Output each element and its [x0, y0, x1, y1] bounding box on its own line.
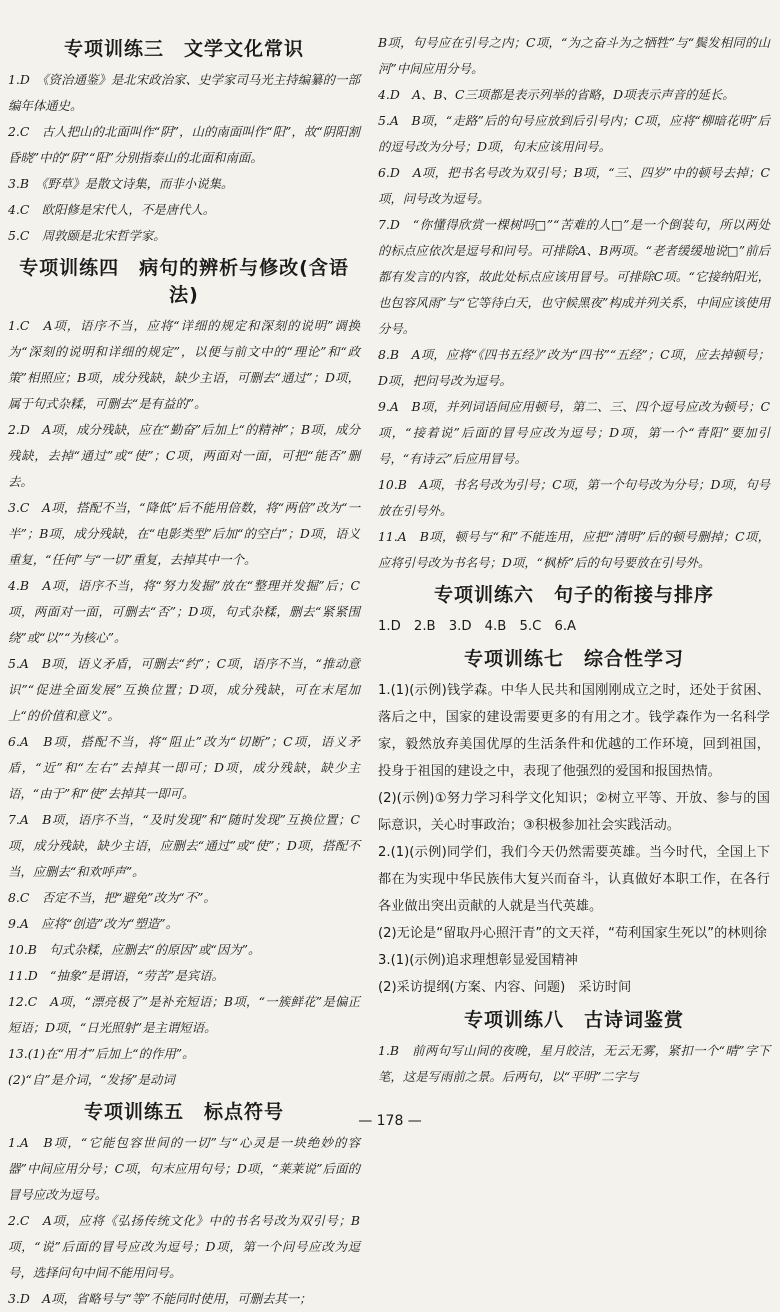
answer-s8-1: 1.B 前两句写山间的夜晚，星月皎洁，无云无雾，紧扣一个“晴”字下笔，这是写雨前之景。后两句，以“平明”二字与	[378, 1043, 770, 1084]
answer-s4-1: 1.C A项，语序不当，应将“详细的规定和深刻的说明”调换为“深刻的说明和详细的规定”，以便与前文中的“理论”和“政策”相照应；B项，成分残缺，缺少主语，可删去“通过”；D项，属于句式杂糅，可删去“是有益的”。	[8, 318, 360, 411]
answer-s4-6: 6.A B项，搭配不当，将“阻止”改为“切断”；C项，语义矛盾，“近”和“左右”去掉其一即可；D项，成分残缺，缺少主语，“由于”和“使”去掉其一即可。	[8, 734, 360, 801]
answer-s5-2: 2.C A项，应将《弘扬传统文化》中的书名号改为双引号；B项，“说”后面的冒号应改为逗号；D项，第一个问号应改为逗号，选择问句中间不能用问号。	[8, 1213, 360, 1280]
answer-s4-12: 12.C A项，“漂亮极了”是补充短语；B项，“一簇鲜花”是偏正短语；D项，“日光照射”是主谓短语。	[8, 994, 360, 1035]
answer-s4-8: 8.C 否定不当，把“避免”改为“不”。	[8, 890, 216, 905]
section-title-3: 专项训练三 文学文化常识	[63, 38, 304, 60]
answer-s7-1-1: 1.(1)(示例)钱学森。中华人民共和国刚刚成立之时，还处于贫困、落后之中，国家的建设需要更多的有用之才。钱学森作为一名科学家，毅然放弃美国优厚的生活条件和优越的工作环境，回到祖国，投身于祖国的建设之中，表现了他强烈的爱国和报国热情。	[378, 683, 770, 779]
answer-s4-3: 3.C A项，搭配不当，“降低”后不能用倍数，将“两倍”改为“一半”；B项，成分残缺，在“电影类型”后加“的空白”；D项，语义重复，“任何”与“一切”重复，去掉其中一个。	[8, 500, 360, 567]
answer-s5-7: 7.D “你懂得欣赏一棵树吗□”“苦难的人□”是一个倒装句，所以两处的标点应依次是逗号和问号。可排除A、B两项。“老者缓缓地说□”前后都有发言的内容，故此处标点应该用冒号。可排除C项。“它接纳阳光，也包容风雨”与“它等待白天，也守候黑夜”构成并列关系，中间应该使用分号。	[378, 217, 770, 336]
answer-s4-5: 5.A B项，语义矛盾，可删去“约”；C项，语序不当，“推动意识”“促进全面发展”互换位置；D项，成分残缺，可在末尾加上“的价值和意义”。	[8, 656, 360, 723]
answer-s4-2: 2.D A项，成分残缺，应在“勤奋”后加上“的精神”；B项，成分残缺，去掉“通过”或“使”；C项，两面对一面，可把“能否”删去。	[8, 422, 360, 489]
section-title-8: 专项训练八 古诗词鉴赏	[463, 1009, 684, 1031]
answer-s7-1-2: (2)(示例)①努力学习科学文化知识；②树立平等、开放、参与的国际意识，关心时事政治；③积极参加社会实践活动。	[378, 791, 770, 833]
answer-s3-3: 3.B 《野草》是散文诗集，而非小说集。	[8, 176, 234, 191]
answer-s4-11: 11.D “抽象”是谓语，“劳苦”是宾语。	[8, 968, 225, 983]
answer-s4-9: 9.A 应将“创造”改为“塑造”。	[8, 916, 179, 931]
left-column	[8, 30, 360, 1306]
answer-s5-1: 1.A B项，“它能包容世间的一切”与“心灵是一块绝妙的容器”中间应用分号；C项，句末应用句号；D项，“莱莱说”后面的冒号应改为逗号。	[8, 1135, 360, 1202]
answer-s3-4: 4.C 欧阳修是宋代人，不是唐代人。	[8, 202, 216, 217]
answer-s3-5: 5.C 周敦颐是北宋哲学家。	[8, 228, 166, 243]
answer-s3-1: 1.D 《资治通鉴》是北宋政治家、史学家司马光主持编纂的一部编年体通史。	[8, 72, 360, 113]
answer-s3-2: 2.C 古人把山的北面叫作“阴”，山的南面叫作“阳”，故“阴阳割昏晓”中的“阴”“阳”分别指泰山的北面和南面。	[8, 124, 360, 165]
answer-s5-5: 5.A B项，“走路”后的句号应放到后引号内；C项，应将“柳暗花明”后的逗号改为分号；D项，句末应该用问号。	[378, 113, 770, 154]
section-title-6: 专项训练六 句子的衔接与排序	[433, 584, 714, 606]
right-column	[378, 30, 770, 1097]
answer-s5-3-cont: B项，句号应在引号之内；C项，“为之奋斗为之牺牲”与“鬓发相同的山河”中间应用分号。	[378, 35, 770, 76]
answer-s4-13-2: (2)“自”是介词，“发扬”是动词	[8, 1072, 175, 1087]
answer-s5-11: 11.A B项，顿号与“和”不能连用，应把“清明”后的顿号删掉；C项，应将引号改为书名号；D项，“枫桥”后的句号要放在引号外。	[378, 529, 770, 570]
section-title-5: 专项训练五 标点符号	[83, 1101, 284, 1123]
section-title-7: 专项训练七 综合性学习	[463, 648, 684, 670]
answer-s7-2-2: (2)无论是“留取丹心照汗青”的文天祥，“苟利国家生死以”的林则徐	[378, 926, 767, 941]
answer-s6-list: 1.D 2.B 3.D 4.B 5.C 6.A	[378, 619, 577, 634]
answer-s5-9: 9.A B项，并列词语间应用顿号，第二、三、四个逗号应改为顿号；C项，“接着说”后面的冒号应改为逗号；D项，第一个“青阳”要加引号，“有诗云”后应用冒号。	[378, 399, 770, 466]
answer-s4-13-1: 13.(1)在“用才”后加上“的作用”。	[8, 1046, 195, 1061]
answer-s7-2-1: 2.(1)(示例)同学们，我们今天仍然需要英雄。当今时代，全国上下都在为实现中华民族伟大复兴而奋斗，认真做好本职工作，在各行各业做出突出贡献的人就是当代英雄。	[378, 845, 770, 914]
answer-s5-4: 4.D A、B、C三项都是表示列举的省略，D项表示声音的延长。	[378, 87, 735, 102]
answer-s7-3-1: 3.(1)(示例)追求理想彰显爱国精神	[378, 953, 578, 968]
answer-s5-6: 6.D A项，把书名号改为双引号；B项，“三、四岁”中的顿号去掉；C项，问号改为逗号。	[378, 165, 770, 206]
page-number: — 178 —	[358, 1113, 422, 1129]
answer-s7-3-2: (2)采访提纲(方案、内容、问题) 采访时间	[378, 980, 632, 995]
answer-s4-10: 10.B 句式杂糅，应删去“的原因”或“因为”。	[8, 942, 261, 957]
answer-s4-4: 4.B A项，语序不当，将“努力发掘”放在“整理并发掘”后；C项，两面对一面，可删去“否”；D项，句式杂糅，删去“紧紧围绕”或“以”“为核心”。	[8, 578, 360, 645]
answer-s5-3: 3.D A项，省略号与“等”不能同时使用，可删去其一；	[8, 1291, 312, 1306]
section-title-4: 专项训练四 病句的辨析与修改(含语法)	[19, 257, 349, 306]
answer-s5-10: 10.B A项，书名号改为引号；C项，第一个句号改为分号；D项，句号放在引号外。	[378, 477, 770, 518]
answer-s4-7: 7.A B项，语序不当，“及时发现”和“随时发现”互换位置；C项，成分残缺，缺少主语，应删去“通过”或“使”；D项，搭配不当，应删去“和欢呼声”。	[8, 812, 360, 879]
answer-s5-8: 8.B A项，应将“《四书五经》”改为“四书”“五经”；C项，应去掉顿号；D项，把问号改为逗号。	[378, 347, 770, 388]
